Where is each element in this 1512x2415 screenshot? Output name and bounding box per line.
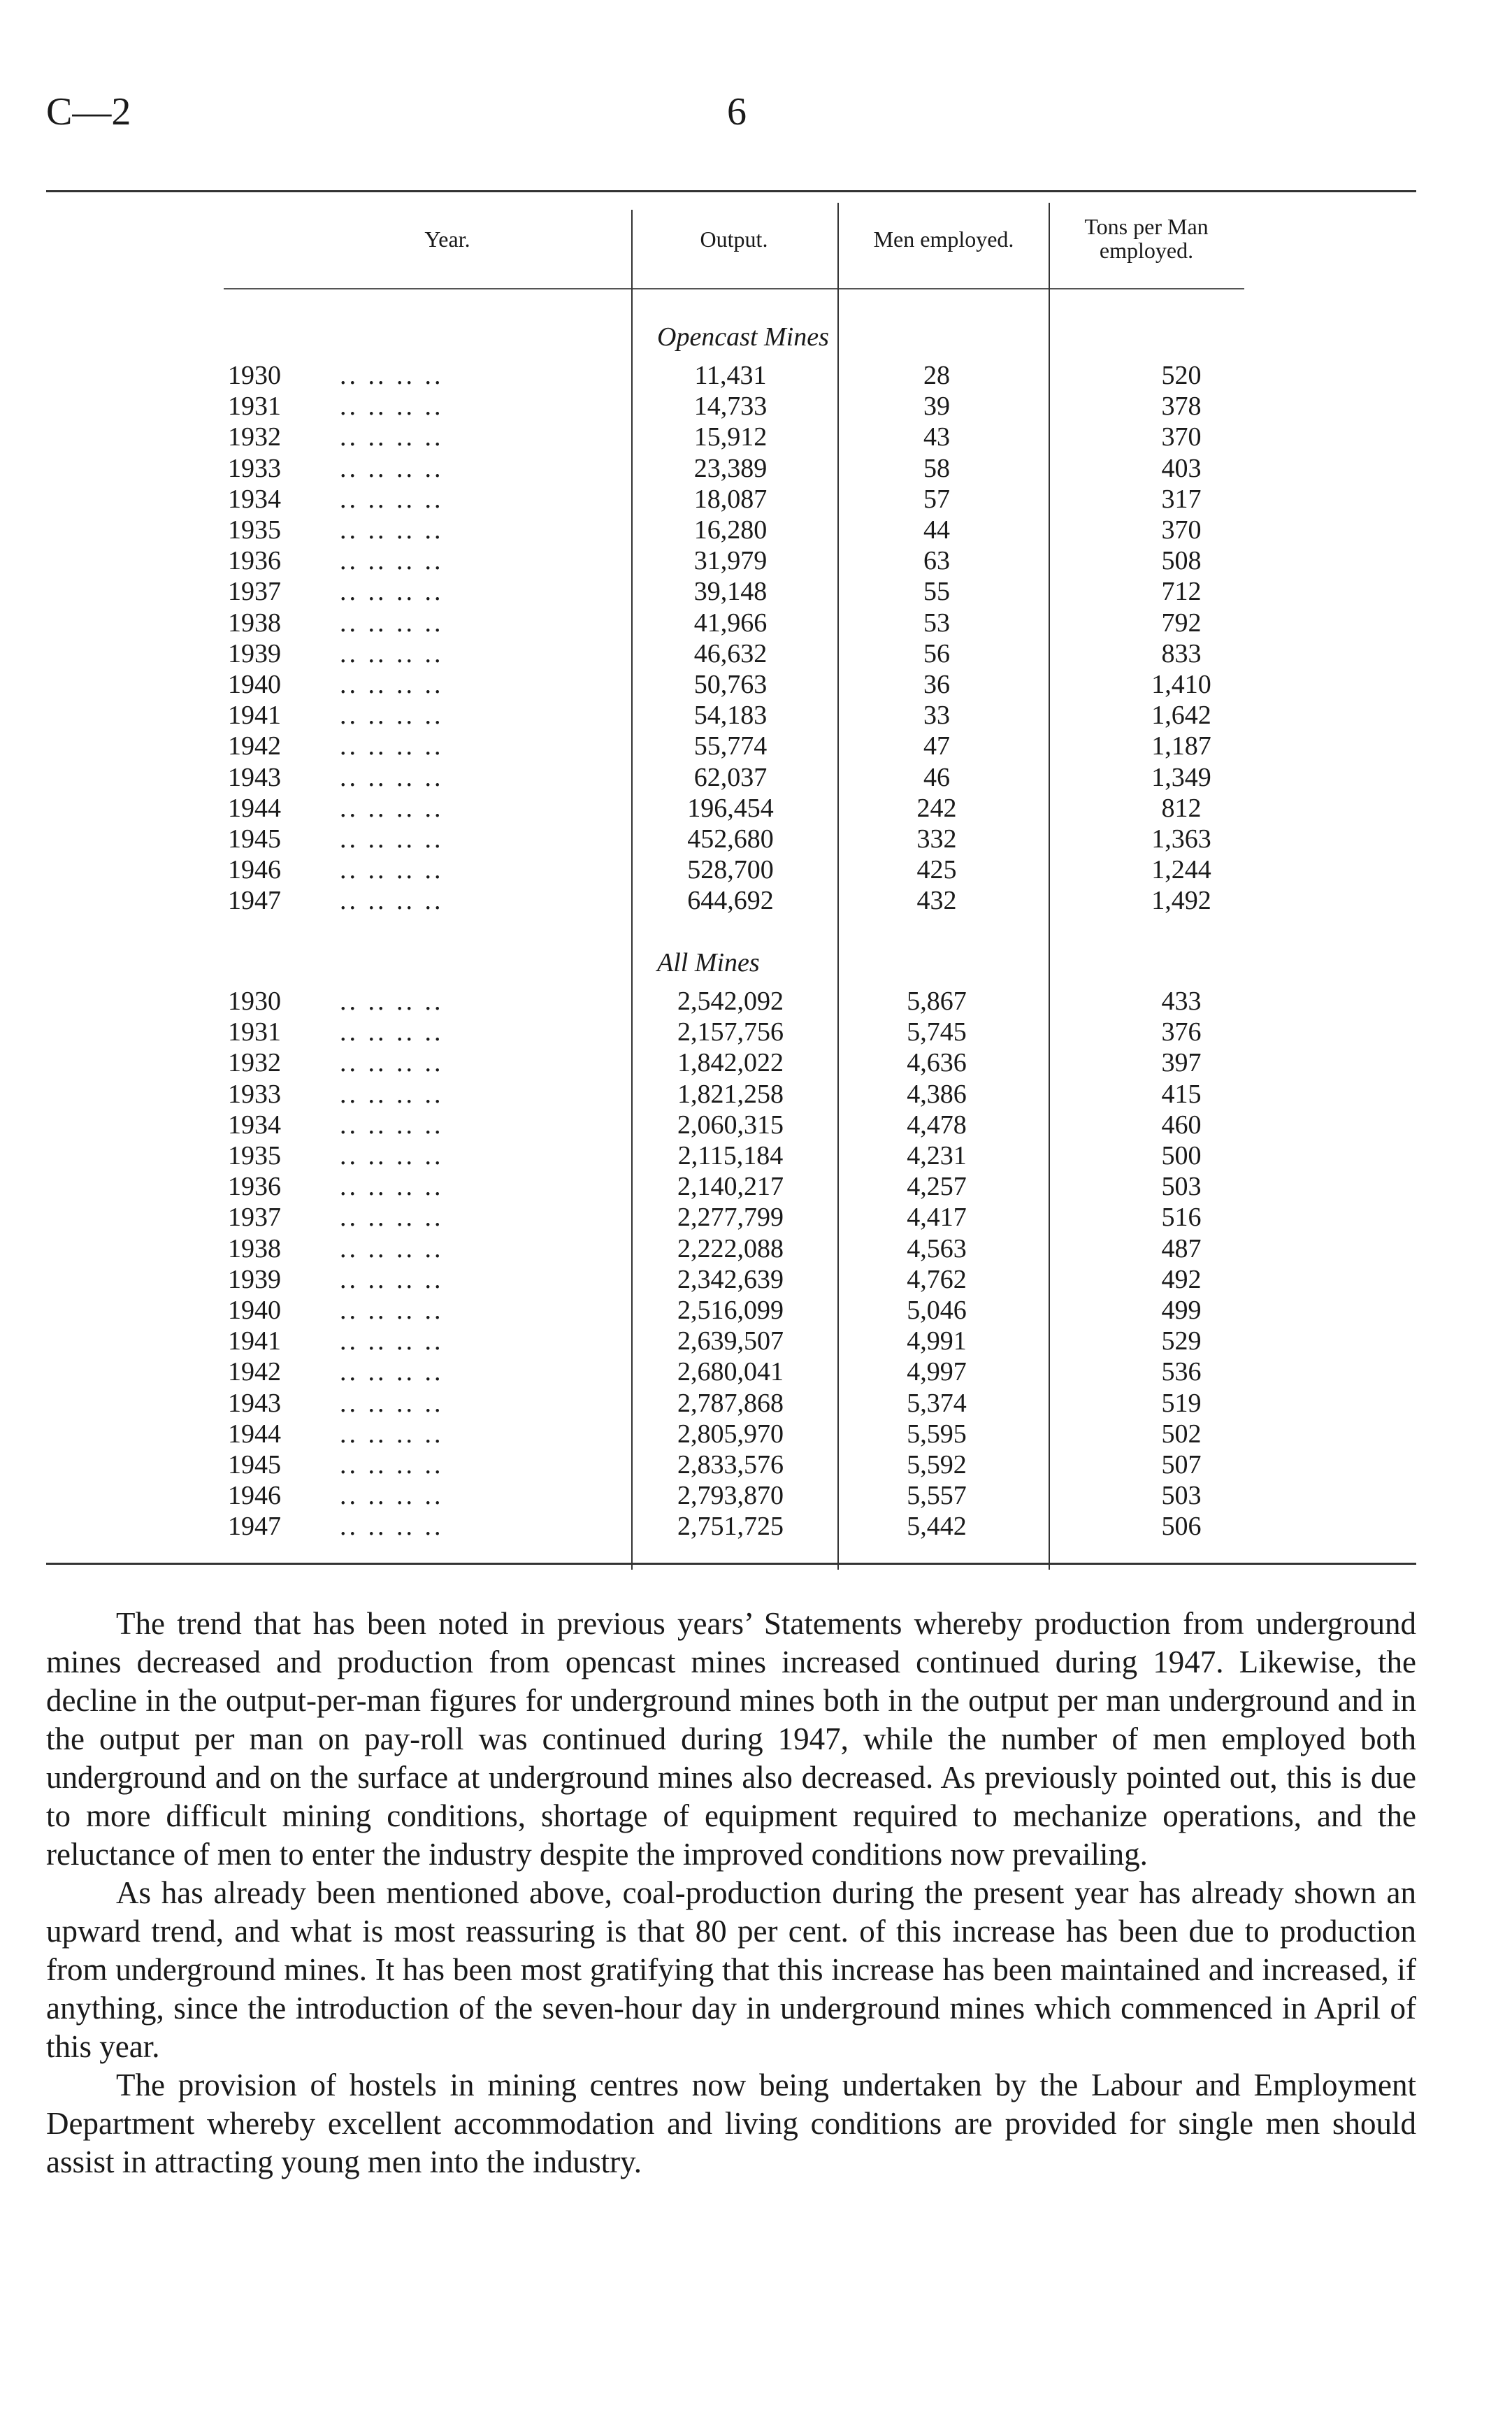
tons-per-man-cell: 502 xyxy=(1161,1419,1202,1449)
leader-dots: .. .. .. .. xyxy=(340,1264,444,1294)
men-employed-cell: 44 xyxy=(923,515,950,545)
year-cell: 1934 xyxy=(228,1110,281,1140)
tons-per-man-cell: 415 xyxy=(1161,1079,1202,1109)
men-employed-cell: 4,563 xyxy=(907,1233,967,1263)
tons-per-man-cell: 1,410 xyxy=(1151,670,1211,699)
leader-dots: .. .. .. .. xyxy=(340,793,444,823)
leader-dots: .. .. .. .. xyxy=(340,1141,444,1170)
tons-per-man-cell: 520 xyxy=(1161,361,1202,390)
tons-per-man-cell: 529 xyxy=(1161,1326,1202,1356)
year-cell: 1935 xyxy=(228,515,281,545)
leader-dots: .. .. .. .. xyxy=(340,1233,444,1263)
year-cell: 1945 xyxy=(228,824,281,854)
table-row xyxy=(0,793,1512,824)
tons-per-man-cell: 376 xyxy=(1161,1017,1202,1047)
men-employed-cell: 5,374 xyxy=(907,1388,967,1418)
table-row xyxy=(0,762,1512,793)
paragraph: The provision of hostels in mining centres now being undertaken by the Labour and Employment Department whereby excellent accommodation and living conditions are provided for single men should assist in attracting young men into the industry. xyxy=(46,2068,1416,2179)
tons-per-man-cell: 1,363 xyxy=(1151,824,1211,854)
men-employed-cell: 425 xyxy=(916,855,957,885)
table-bottom-rule xyxy=(46,1563,1416,1565)
output-cell: 14,733 xyxy=(693,392,768,422)
men-employed-cell: 53 xyxy=(923,608,950,638)
output-cell: 50,763 xyxy=(693,670,768,699)
output-cell: 16,280 xyxy=(693,515,768,545)
output-cell: 2,060,315 xyxy=(677,1110,784,1140)
table-row xyxy=(0,1388,1512,1419)
page-reference: C—2 xyxy=(46,90,131,134)
men-employed-cell: 332 xyxy=(916,824,957,854)
tons-per-man-cell: 1,187 xyxy=(1151,731,1211,761)
body-text xyxy=(46,1605,1416,2181)
men-employed-cell: 242 xyxy=(916,793,957,823)
men-employed-cell: 432 xyxy=(916,886,957,916)
table-row xyxy=(0,1295,1512,1326)
table-row xyxy=(0,731,1512,761)
table-row xyxy=(0,360,1512,391)
tons-per-man-cell: 460 xyxy=(1161,1110,1202,1140)
table-row xyxy=(0,638,1512,669)
paragraph: As has already been mentioned above, coal-production during the present year has already shown an upward trend, and what is most reassuring is that 80 per cent. of this increase has been due to production from underground mines. It has been most gratifying that this increase has been maintained and increased, if anything, since the introduction of the seven-hour day in underground mines which commenced in April of this year. xyxy=(46,1875,1416,2064)
header-bottom-rule xyxy=(224,288,1244,289)
output-cell: 31,979 xyxy=(693,546,768,576)
tons-per-man-cell: 397 xyxy=(1161,1048,1202,1078)
men-employed-cell: 4,257 xyxy=(907,1172,967,1202)
tons-per-man-cell: 1,492 xyxy=(1151,886,1211,916)
leader-dots: .. .. .. .. xyxy=(340,1512,444,1542)
year-cell: 1943 xyxy=(228,762,281,792)
men-employed-cell: 33 xyxy=(923,701,950,731)
leader-dots: .. .. .. .. xyxy=(340,515,444,545)
year-cell: 1933 xyxy=(228,1079,281,1109)
tons-per-man-cell: 500 xyxy=(1161,1141,1202,1170)
leader-dots: .. .. .. .. xyxy=(340,762,444,792)
leader-dots: .. .. .. .. xyxy=(340,1048,444,1078)
output-cell: 2,793,870 xyxy=(677,1481,784,1511)
men-employed-cell: 5,557 xyxy=(907,1481,967,1511)
year-cell: 1944 xyxy=(228,793,281,823)
leader-dots: .. .. .. .. xyxy=(340,484,444,514)
leader-dots: .. .. .. .. xyxy=(340,886,444,916)
leader-dots: .. .. .. .. xyxy=(340,1203,444,1233)
men-employed-cell: 5,046 xyxy=(907,1296,967,1325)
year-cell: 1931 xyxy=(228,392,281,422)
output-cell: 18,087 xyxy=(693,484,768,514)
output-cell: 2,516,099 xyxy=(677,1296,784,1325)
tons-per-man-cell: 370 xyxy=(1161,515,1202,545)
table-row xyxy=(0,453,1512,484)
tons-per-man-cell: 516 xyxy=(1161,1203,1202,1233)
output-cell: 62,037 xyxy=(693,762,768,792)
leader-dots: .. .. .. .. xyxy=(340,392,444,422)
tons-per-man-cell: 507 xyxy=(1161,1450,1202,1479)
output-cell: 11,431 xyxy=(694,361,767,390)
table-row xyxy=(0,700,1512,731)
table-row xyxy=(0,1449,1512,1480)
output-cell: 2,115,184 xyxy=(677,1141,784,1170)
men-employed-cell: 63 xyxy=(923,546,950,576)
table-row xyxy=(0,484,1512,515)
year-cell: 1946 xyxy=(228,1481,281,1511)
tons-per-man-cell: 378 xyxy=(1161,392,1202,422)
table-row xyxy=(0,986,1512,1017)
table-row xyxy=(0,576,1512,607)
year-cell: 1947 xyxy=(228,886,281,916)
paragraph: The trend that has been noted in previous years’ Statements whereby production from underground mines decreased and production from opencast mines increased continued during 1947. Likewise, the decline in the output-per-man figures for underground mines both in the output per man underground and in the output per man on pay-roll was continued during 1947, while the number of men employed both underground and on the surface at underground mines also decreased. As previously pointed out, this is due to more difficult mining conditions, shortage of equipment required to mechanize operations, and the reluctance of men to enter the industry despite the improved conditions now prevailing. xyxy=(46,1606,1416,1872)
tons-per-man-cell: 833 xyxy=(1161,638,1202,668)
table-row xyxy=(0,1171,1512,1202)
tons-per-man-cell: 1,244 xyxy=(1151,855,1211,885)
tons-per-man-cell: 508 xyxy=(1161,546,1202,576)
leader-dots: .. .. .. .. xyxy=(340,731,444,761)
table-row xyxy=(0,1356,1512,1387)
year-cell: 1936 xyxy=(228,1172,281,1202)
men-employed-cell: 4,417 xyxy=(907,1203,967,1233)
table-row xyxy=(0,422,1512,452)
tons-per-man-cell: 487 xyxy=(1161,1233,1202,1263)
output-cell: 2,833,576 xyxy=(677,1450,784,1479)
year-cell: 1942 xyxy=(228,1357,281,1387)
table-row xyxy=(0,1480,1512,1511)
year-cell: 1937 xyxy=(228,577,281,607)
leader-dots: .. .. .. .. xyxy=(340,1388,444,1418)
table-row xyxy=(0,391,1512,422)
table-top-rule xyxy=(46,190,1416,192)
tons-per-man-cell: 536 xyxy=(1161,1357,1202,1387)
table-row xyxy=(0,1233,1512,1264)
men-employed-cell: 39 xyxy=(923,392,950,422)
men-employed-cell: 5,442 xyxy=(907,1512,967,1542)
leader-dots: .. .. .. .. xyxy=(340,670,444,699)
year-cell: 1940 xyxy=(228,670,281,699)
year-cell: 1941 xyxy=(228,701,281,731)
year-cell: 1940 xyxy=(228,1296,281,1325)
output-cell: 39,148 xyxy=(693,577,768,607)
year-cell: 1939 xyxy=(228,1264,281,1294)
table-row xyxy=(0,1140,1512,1171)
men-employed-cell: 55 xyxy=(923,577,950,607)
output-cell: 2,751,725 xyxy=(677,1512,784,1542)
table-row xyxy=(0,1264,1512,1295)
output-cell: 452,680 xyxy=(687,824,774,854)
output-cell: 1,821,258 xyxy=(677,1079,784,1109)
output-cell: 2,277,799 xyxy=(677,1203,784,1233)
table-row xyxy=(0,608,1512,638)
men-employed-cell: 5,745 xyxy=(907,1017,967,1047)
men-employed-cell: 4,478 xyxy=(907,1110,967,1140)
men-employed-cell: 56 xyxy=(923,638,950,668)
output-cell: 2,542,092 xyxy=(677,987,784,1016)
tons-per-man-cell: 370 xyxy=(1161,422,1202,452)
col-header-men: Men employed. xyxy=(873,227,1014,252)
year-cell: 1939 xyxy=(228,638,281,668)
year-cell: 1932 xyxy=(228,422,281,452)
men-employed-cell: 57 xyxy=(923,484,950,514)
leader-dots: .. .. .. .. xyxy=(340,1481,444,1511)
section-title-opencast: Opencast Mines xyxy=(657,322,829,352)
men-employed-cell: 58 xyxy=(923,453,950,483)
leader-dots: .. .. .. .. xyxy=(340,1450,444,1479)
men-employed-cell: 4,231 xyxy=(907,1141,967,1170)
output-cell: 2,639,507 xyxy=(677,1326,784,1356)
leader-dots: .. .. .. .. xyxy=(340,546,444,576)
table-row xyxy=(0,1017,1512,1047)
table-row xyxy=(0,1110,1512,1140)
output-cell: 2,787,868 xyxy=(677,1388,784,1418)
year-cell: 1930 xyxy=(228,987,281,1016)
year-cell: 1937 xyxy=(228,1203,281,1233)
year-cell: 1943 xyxy=(228,1388,281,1418)
table-row xyxy=(0,1047,1512,1078)
table-row xyxy=(0,1326,1512,1356)
tons-per-man-cell: 403 xyxy=(1161,453,1202,483)
table-row xyxy=(0,854,1512,885)
leader-dots: .. .. .. .. xyxy=(340,701,444,731)
page-number: 6 xyxy=(727,90,747,134)
output-cell: 1,842,022 xyxy=(677,1048,784,1078)
year-cell: 1946 xyxy=(228,855,281,885)
year-cell: 1945 xyxy=(228,1450,281,1479)
year-cell: 1947 xyxy=(228,1512,281,1542)
year-cell: 1935 xyxy=(228,1141,281,1170)
leader-dots: .. .. .. .. xyxy=(340,1357,444,1387)
year-cell: 1938 xyxy=(228,608,281,638)
men-employed-cell: 43 xyxy=(923,422,950,452)
leader-dots: .. .. .. .. xyxy=(340,824,444,854)
table-row xyxy=(0,1511,1512,1542)
output-cell: 41,966 xyxy=(693,608,768,638)
men-employed-cell: 47 xyxy=(923,731,950,761)
table-row xyxy=(0,1202,1512,1233)
tons-per-man-cell: 812 xyxy=(1161,793,1202,823)
men-employed-cell: 5,595 xyxy=(907,1419,967,1449)
men-employed-cell: 5,867 xyxy=(907,987,967,1016)
year-cell: 1931 xyxy=(228,1017,281,1047)
output-cell: 15,912 xyxy=(693,422,768,452)
year-cell: 1934 xyxy=(228,484,281,514)
tons-per-man-cell: 1,349 xyxy=(1151,762,1211,792)
tons-per-man-cell: 792 xyxy=(1161,608,1202,638)
leader-dots: .. .. .. .. xyxy=(340,1326,444,1356)
table-row xyxy=(0,1419,1512,1449)
col-header-tons: Tons per Man employed. xyxy=(1084,214,1209,263)
year-cell: 1936 xyxy=(228,546,281,576)
tons-per-man-cell: 503 xyxy=(1161,1481,1202,1511)
table-row xyxy=(0,824,1512,854)
output-cell: 528,700 xyxy=(687,855,774,885)
table-row xyxy=(0,545,1512,576)
leader-dots: .. .. .. .. xyxy=(340,987,444,1016)
table-row xyxy=(0,885,1512,916)
leader-dots: .. .. .. .. xyxy=(340,1419,444,1449)
output-cell: 54,183 xyxy=(693,701,768,731)
men-employed-cell: 36 xyxy=(923,670,950,699)
table-row xyxy=(0,1079,1512,1110)
output-cell: 23,389 xyxy=(693,453,768,483)
col-header-output: Output. xyxy=(700,227,768,252)
table-row xyxy=(0,515,1512,545)
tons-per-man-cell: 519 xyxy=(1161,1388,1202,1418)
leader-dots: .. .. .. .. xyxy=(340,422,444,452)
men-employed-cell: 4,386 xyxy=(907,1079,967,1109)
section-title-all: All Mines xyxy=(657,948,760,977)
year-cell: 1938 xyxy=(228,1233,281,1263)
output-cell: 2,680,041 xyxy=(677,1357,784,1387)
tons-per-man-cell: 433 xyxy=(1161,987,1202,1016)
leader-dots: .. .. .. .. xyxy=(340,1079,444,1109)
tons-per-man-cell: 317 xyxy=(1161,484,1202,514)
output-cell: 2,342,639 xyxy=(677,1264,784,1294)
men-employed-cell: 4,636 xyxy=(907,1048,967,1078)
men-employed-cell: 5,592 xyxy=(907,1450,967,1479)
leader-dots: .. .. .. .. xyxy=(340,1296,444,1325)
men-employed-cell: 4,997 xyxy=(907,1357,967,1387)
men-employed-cell: 28 xyxy=(923,361,950,390)
output-cell: 2,805,970 xyxy=(677,1419,784,1449)
year-cell: 1944 xyxy=(228,1419,281,1449)
output-cell: 2,222,088 xyxy=(677,1233,784,1263)
output-cell: 196,454 xyxy=(687,793,774,823)
tons-per-man-cell: 1,642 xyxy=(1151,701,1211,731)
output-cell: 55,774 xyxy=(693,731,768,761)
leader-dots: .. .. .. .. xyxy=(340,577,444,607)
leader-dots: .. .. .. .. xyxy=(340,608,444,638)
output-cell: 2,140,217 xyxy=(677,1172,784,1202)
leader-dots: .. .. .. .. xyxy=(340,1110,444,1140)
men-employed-cell: 4,991 xyxy=(907,1326,967,1356)
col-header-year: Year. xyxy=(424,227,470,252)
leader-dots: .. .. .. .. xyxy=(340,1017,444,1047)
tons-per-man-cell: 499 xyxy=(1161,1296,1202,1325)
tons-per-man-cell: 506 xyxy=(1161,1512,1202,1542)
leader-dots: .. .. .. .. xyxy=(340,361,444,390)
year-cell: 1933 xyxy=(228,453,281,483)
men-employed-cell: 4,762 xyxy=(907,1264,967,1294)
year-cell: 1941 xyxy=(228,1326,281,1356)
output-cell: 2,157,756 xyxy=(677,1017,784,1047)
leader-dots: .. .. .. .. xyxy=(340,638,444,668)
leader-dots: .. .. .. .. xyxy=(340,453,444,483)
leader-dots: .. .. .. .. xyxy=(340,1172,444,1202)
leader-dots: .. .. .. .. xyxy=(340,855,444,885)
year-cell: 1932 xyxy=(228,1048,281,1078)
output-cell: 46,632 xyxy=(693,638,768,668)
tons-per-man-cell: 712 xyxy=(1161,577,1202,607)
year-cell: 1930 xyxy=(228,361,281,390)
output-cell: 644,692 xyxy=(687,886,774,916)
tons-per-man-cell: 492 xyxy=(1161,1264,1202,1294)
table-row xyxy=(0,669,1512,700)
men-employed-cell: 46 xyxy=(923,762,950,792)
tons-per-man-cell: 503 xyxy=(1161,1172,1202,1202)
year-cell: 1942 xyxy=(228,731,281,761)
